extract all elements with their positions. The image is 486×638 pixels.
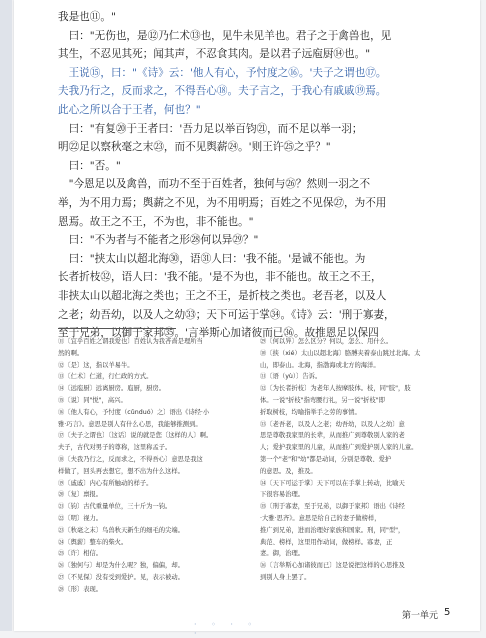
footnote-line: ⑯〔他人有心，予忖度（cǔnduó）之〕语出《诗经·小	[58, 408, 210, 416]
footnote-line: 人；爱护我家里的儿童，从而推广到爱护别人家的儿童。	[260, 444, 418, 452]
footnote-line: 样做了，回头再去想它，想不出为什么这样。	[58, 467, 184, 475]
footnote-line: ㉒〔明〕视力。	[58, 514, 103, 522]
footnote-line: ㉛〔语（yù）〕告诉。	[260, 373, 322, 381]
footnote-line: ㉖〔独何与〕却是为什么呢？独，偏偏，却。	[58, 562, 184, 570]
textbook-page	[14, 0, 480, 638]
decorative-watermark: · ◦ · ◦ ·	[194, 620, 259, 638]
footnote-line: ㉗〔不见保〕没有受到爱护。见，表示被动。	[58, 573, 184, 581]
footnote-line: 到别人身上罢了。	[260, 573, 311, 581]
passage-line: 曰："挟太山以超北海㉚，语㉛人曰：'我不能。'是诚不能也。为	[68, 252, 366, 265]
footnote-line: 的意思。及，推及。	[260, 467, 317, 475]
footnote-line: 思是尊敬我家里的长辈，从而推广到尊敬别人家的老	[260, 432, 405, 440]
passage-line: 其生，不忍见其死；闻其声，不忍食其肉。是以君子远庖厨⑭也。"	[58, 48, 371, 61]
footnote-line: ⑭〔远庖厨〕远离厨房。庖厨，厨房。	[58, 385, 166, 393]
passage-line: "今恩足以及禽兽，而功不至于百姓者，独何与㉖？然则一羽之不	[68, 178, 371, 191]
footnote-divider	[58, 328, 176, 329]
footnote-line: ㉟〔刑于寡妻，至于兄弟，以御于家邦〕语出《诗经	[260, 503, 405, 511]
page-number: 5	[444, 607, 451, 618]
footnote-line: ⑲〔戚戚〕内心有所触动的样子。	[58, 479, 153, 487]
footnotes-left-column	[58, 336, 248, 596]
footnote-line: ㉔〔舆薪〕整车的柴火。	[58, 538, 128, 546]
footnote-line: ⑬〔仁术〕仁道，行仁政的方式。	[58, 373, 153, 381]
footnote-line: ㉕〔许〕相信。	[58, 550, 103, 558]
footnote-line: 推广到兄弟，进而治理好家族和国家。刑，同"型"，	[260, 526, 405, 534]
passage-line: 恩焉。故王之不王，不为也，非不能也。"	[58, 215, 254, 228]
passage-line: 长者折枝㉜，语人曰：'我不能。'是不为也，非不能也。故王之不王，	[58, 271, 382, 284]
footnotes-right-column	[260, 336, 450, 584]
passage-line: 曰："不为者与不能者之形㉘何以异㉙？"	[68, 234, 259, 247]
footnote-line: ㊱〔言举斯心加诸彼而已〕这是说把这样的心思推及	[260, 562, 405, 570]
unit-label: 第一单元	[402, 611, 439, 621]
passage-line: 曰："无伤也，是⑫乃仁术⑬也，见牛未见羊也。君子之于禽兽也，见	[68, 29, 392, 42]
footnote-line: 夫子，古代对男子的尊称，这里称孟子。	[58, 444, 172, 452]
footnote-line: ⑳〔复〕禀报。	[58, 491, 103, 499]
footnote-line: ㉜〔为长者折枝〕为老年人按摩肢体。枝，同"肢"，肢	[260, 385, 411, 393]
passage-line: 王说⑮，曰："《诗》云：'他人有心，予忖度之⑯。'夫子之谓也⑰。	[68, 66, 387, 79]
passage-line: 至于兄弟，以御于家邦㉟。'言举斯心加诸彼而已㊱。故推恩足以保四	[58, 327, 379, 340]
footnote-line: ㉑〔钧〕古代重量单位，三十斤为一钧。	[58, 503, 172, 511]
passage-line: 此心之所以合于王者，何也？"	[58, 103, 201, 116]
footnote-line: 折取树枝，均喻指举手之劳的事情。	[260, 408, 361, 416]
footnote-line: 妻。御，治理。	[260, 550, 305, 558]
footnote-line: ⑫〔是〕这，指以羊易牛。	[58, 361, 134, 369]
footnote-line: 山，即泰山。北海，指渤海或北方的海洋。	[260, 361, 380, 369]
footnote-line: ⑰〔夫子之谓也〕〔这话〕说的就是您〔这样的人〕啊。	[58, 432, 213, 440]
footnote-line: ㉙〔何以异〕怎么区分？何以，怎么、用什么。	[260, 338, 393, 345]
passage-line: 曰："有复⑳于王者曰：'吾力足以举百钧㉑，而不足以举一羽；	[68, 122, 363, 135]
footnote-line: ⑪〔宜乎百姓之谓我爱也〕百姓认为我吝啬是理所当	[58, 338, 203, 345]
footnote-line: ⑮〔说〕同"悦"，高兴。	[58, 396, 127, 404]
footnote-line: 第一个"老"和"幼"都是动词，分别是尊敬、爱护	[260, 455, 392, 463]
footnote-line: ㉓〔秋毫之末〕鸟兽秋天新生的细毛的尖端。	[58, 526, 184, 534]
footnote-line: 典范、榜样，这里用作动词，做榜样。寡妻，正	[260, 538, 393, 546]
passage-line: 我是也⑪。"	[58, 11, 116, 23]
footnote-line: 下很容易治理。	[260, 491, 305, 499]
passage-line: 明㉒足以察秋毫之末㉓，而不见舆薪㉔。'则王许㉕之乎？"	[58, 141, 331, 154]
footnote-line: ㉞〔天下可运于掌〕天下可以在手掌上转动，比喻天	[260, 479, 405, 487]
main-passage	[58, 8, 450, 343]
footnote-line: 然的啊。	[58, 349, 84, 357]
passage-line: 举，为不用力焉；舆薪之不见，为不用明焉；百姓之不见保㉗，为不用	[58, 196, 387, 209]
passage-line: 之老；幼吾幼，以及人之幼㉝；天下可运于掌㉞。《诗》云：'刑于寡妻，	[58, 308, 395, 321]
footnote-line: 体。一说"折枝"指弯腰行礼，另一说"折枝"即	[260, 396, 385, 404]
footnote-line: ⑱〔夫我乃行之，反而求之，不得吾心〕意思是我这	[58, 455, 203, 463]
viewer-side-panel	[0, 0, 12, 631]
passage-line: 曰："否。"	[68, 159, 121, 172]
footnote-line: ㉚〔挟（xié）太山以超北海〕胳膊夹着泰山跳过北海。太	[260, 349, 421, 357]
passage-line: 夫我乃行之，反而求之，不得吾心⑱。夫子言之，于我心有戚戚⑲焉。	[58, 85, 387, 98]
footnote-line: ㉝〔老吾老，以及人之老；幼吾幼，以及人之幼〕意	[260, 420, 405, 428]
footnote-line: ·大雅·思齐》。意思是给自己的妻子做榜样，	[260, 514, 381, 522]
footnote-line: ㉘〔形〕表现。	[58, 585, 103, 593]
passage-line: 非挟太山以超北海之类也；王之不王，是折枝之类也。老吾老，以及人	[58, 289, 387, 302]
footnote-line: 雅·巧言》。意思是别人有什么心思，我能够推测到。	[58, 420, 202, 428]
